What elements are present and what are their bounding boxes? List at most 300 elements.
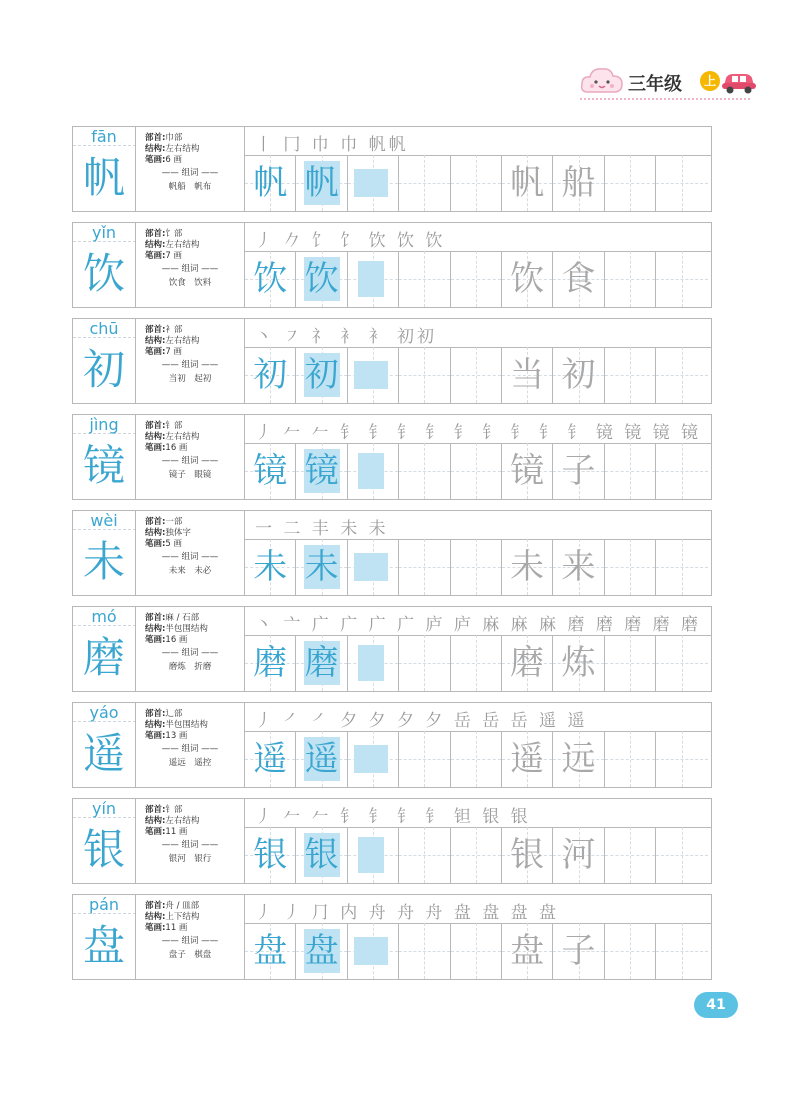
guide-line (605, 855, 655, 856)
model-char: 未 (253, 547, 288, 587)
writing-cell[interactable] (348, 443, 399, 499)
stroke-count: 16 画 (165, 635, 188, 645)
pinyin: yǐn (91, 223, 117, 242)
model-char: 初 (253, 355, 288, 395)
structure-label: 结构: (145, 720, 166, 730)
character-row (72, 414, 712, 500)
writing-cell[interactable] (245, 251, 296, 307)
strokes-label: 笔画: (145, 251, 166, 261)
radical-value: 钅部 (165, 421, 183, 431)
word-examples: 遥远 遥控 (168, 758, 212, 768)
pinyin: yáo (89, 703, 119, 722)
trace-char: 未 (304, 547, 339, 587)
stroke-order: 丶 ㇇ 礻 衤 衤 初初 (255, 327, 438, 347)
guide-line (399, 471, 449, 472)
writing-cell[interactable] (348, 539, 399, 595)
example-char: 磨 (510, 643, 545, 683)
radical-label: 部首: (145, 229, 166, 239)
page-header (580, 60, 750, 104)
grade-label: 三年级 (628, 74, 682, 95)
structure-label: 结构: (145, 624, 166, 634)
guide-line (605, 183, 655, 184)
writing-grid (245, 443, 711, 499)
writing-cell[interactable] (245, 827, 296, 883)
stroke-count: 7 画 (165, 251, 183, 261)
writing-cell[interactable] (451, 539, 502, 595)
example-char: 饮 (510, 259, 545, 299)
writing-cell[interactable] (399, 539, 450, 595)
structure-value: 半包围结构 (165, 720, 208, 730)
radical-value: 饣部 (165, 229, 183, 239)
writing-cell[interactable] (399, 731, 450, 787)
guide-line (656, 759, 707, 760)
writing-cell[interactable] (656, 635, 707, 691)
writing-cell[interactable] (502, 827, 553, 883)
stroke-order: 丿 𠂉 𠂉 钅 钅 钅 钅 钅 钅 钅 钅 钅 镜 镜 镜 镜 (255, 423, 702, 443)
guide-line (399, 663, 449, 664)
zuci-label: —— 组词 —— (161, 168, 219, 178)
stroke-count: 11 画 (165, 923, 188, 933)
writing-cell[interactable] (605, 347, 656, 403)
pinyin-box (73, 703, 136, 722)
writing-cell[interactable] (605, 443, 656, 499)
stroke-order-row (245, 511, 711, 540)
writing-cell[interactable] (502, 347, 553, 403)
guide-line (605, 279, 655, 280)
example-char: 来 (561, 547, 596, 587)
structure-value: 左右结构 (165, 816, 200, 826)
guide-line (451, 375, 501, 376)
stroke-order: 丿 𠂉 𠂉 钅 钅 钅 钅 钽 银 银 (255, 807, 531, 827)
guide-line (399, 567, 449, 568)
guide-line (399, 951, 449, 952)
practice-area (245, 127, 711, 211)
word-examples: 镜子 眼镜 (168, 470, 212, 480)
writing-cell[interactable] (245, 443, 296, 499)
strokes-label: 笔画: (145, 347, 166, 357)
writing-cell[interactable] (245, 731, 296, 787)
writing-cell[interactable] (245, 155, 296, 211)
strokes-label: 笔画: (145, 443, 166, 453)
guide-line (451, 183, 501, 184)
character-row (72, 606, 712, 692)
guide-line (656, 567, 707, 568)
writing-cell[interactable] (399, 347, 450, 403)
zuci-label: —— 组词 —— (161, 552, 219, 562)
writing-cell[interactable] (502, 443, 553, 499)
trace-char: 饮 (304, 259, 339, 299)
radical-label: 部首: (145, 325, 166, 335)
guide-line (656, 279, 707, 280)
writing-cell[interactable] (245, 347, 296, 403)
character-row (72, 222, 712, 308)
writing-grid (245, 539, 711, 595)
writing-cell[interactable] (656, 155, 707, 211)
guide-line (605, 471, 655, 472)
writing-cell[interactable] (296, 155, 347, 211)
trace-char: 镜 (304, 451, 339, 491)
guide-line (605, 567, 655, 568)
model-char: 帆 (253, 163, 288, 203)
example-char: 子 (561, 451, 596, 491)
writing-cell[interactable] (348, 347, 399, 403)
guide-line (656, 375, 707, 376)
structure-value: 独体字 (165, 528, 191, 538)
model-char: 遥 (253, 739, 288, 779)
big-character: 未 (82, 537, 125, 586)
char-info (135, 319, 245, 403)
writing-cell[interactable] (296, 635, 347, 691)
char-box (73, 625, 136, 691)
stroke-order-row (245, 799, 711, 828)
writing-grid (245, 155, 711, 211)
car-icon (720, 66, 758, 94)
structure-label: 结构: (145, 144, 166, 154)
char-box (73, 433, 136, 499)
guide-line (451, 951, 501, 952)
char-box (73, 241, 136, 307)
writing-cell[interactable] (553, 347, 604, 403)
guide-line (451, 855, 501, 856)
trace-char: 遥 (304, 739, 339, 779)
char-box (73, 913, 136, 979)
guide-line (399, 279, 449, 280)
writing-cell[interactable] (451, 635, 502, 691)
char-box (73, 721, 136, 787)
char-info (135, 799, 245, 883)
stroke-order-row (245, 895, 711, 924)
writing-cell[interactable] (296, 731, 347, 787)
writing-cell[interactable] (553, 827, 604, 883)
trace-char: 初 (304, 355, 339, 395)
writing-grid (245, 635, 711, 691)
word-examples: 磨炼 折磨 (168, 662, 212, 672)
stroke-count: 11 画 (165, 827, 188, 837)
zuci-label: —— 组词 —— (161, 360, 219, 370)
writing-cell[interactable] (348, 635, 399, 691)
zuci-label: —— 组词 —— (161, 648, 219, 658)
writing-cell[interactable] (399, 923, 450, 979)
stroke-order-row (245, 415, 711, 444)
pinyin: mó (91, 607, 117, 626)
writing-cell[interactable] (296, 923, 347, 979)
writing-cell[interactable] (451, 923, 502, 979)
writing-cell[interactable] (553, 539, 604, 595)
writing-cell[interactable] (553, 923, 604, 979)
writing-cell[interactable] (605, 251, 656, 307)
writing-cell[interactable] (656, 443, 707, 499)
pinyin-box (73, 895, 136, 914)
radical-label: 部首: (145, 421, 166, 431)
character-row (72, 318, 712, 404)
pinyin: chū (89, 319, 119, 338)
writing-cell[interactable] (553, 155, 604, 211)
writing-cell[interactable] (605, 539, 656, 595)
radical-label: 部首: (145, 613, 166, 623)
word-examples: 帆船 帆布 (168, 182, 212, 192)
guide-line (399, 375, 449, 376)
guide-line (451, 759, 501, 760)
stroke-count: 7 画 (165, 347, 183, 357)
writing-cell[interactable] (502, 155, 553, 211)
example-char: 炼 (561, 643, 596, 683)
writing-cell[interactable] (656, 731, 707, 787)
partial-trace (358, 837, 384, 873)
partial-trace (354, 169, 388, 197)
partial-trace (354, 553, 388, 581)
structure-label: 结构: (145, 528, 166, 538)
pinyin-box (73, 319, 136, 338)
zuci-label: —— 组词 —— (161, 456, 219, 466)
char-info (135, 415, 245, 499)
character-row (72, 702, 712, 788)
practice-area (245, 319, 711, 403)
char-info (135, 895, 245, 979)
pinyin: yín (91, 799, 117, 818)
structure-value: 左右结构 (165, 432, 200, 442)
character-row (72, 894, 712, 980)
radical-value: 钅部 (165, 805, 183, 815)
writing-cell[interactable] (502, 539, 553, 595)
writing-cell[interactable] (605, 827, 656, 883)
writing-cell[interactable] (451, 827, 502, 883)
writing-cell[interactable] (296, 539, 347, 595)
writing-cell[interactable] (348, 827, 399, 883)
model-char: 饮 (253, 259, 288, 299)
writing-cell[interactable] (399, 827, 450, 883)
guide-line (451, 279, 501, 280)
radical-label: 部首: (145, 901, 166, 911)
writing-cell[interactable] (502, 731, 553, 787)
writing-cell[interactable] (656, 539, 707, 595)
stroke-order: 丶 亠 广 广 广 广 庐 庐 麻 麻 麻 磨 磨 磨 磨 磨 (255, 615, 702, 635)
stroke-order: 一 二 丰 未 未 (255, 519, 389, 539)
writing-cell[interactable] (553, 251, 604, 307)
radical-label: 部首: (145, 133, 166, 143)
big-character: 遥 (82, 729, 125, 778)
writing-cell[interactable] (553, 635, 604, 691)
trace-char: 盘 (304, 931, 339, 971)
word-examples: 饮食 饮料 (168, 278, 212, 288)
stroke-order-row (245, 127, 711, 156)
character-row (72, 126, 712, 212)
writing-cell[interactable] (451, 731, 502, 787)
writing-cell[interactable] (399, 251, 450, 307)
radical-label: 部首: (145, 517, 166, 527)
stroke-count: 6 画 (165, 155, 183, 165)
big-character: 镜 (82, 441, 125, 490)
writing-cell[interactable] (502, 251, 553, 307)
trace-char: 银 (304, 835, 339, 875)
header-divider (580, 98, 750, 100)
example-char: 远 (561, 739, 596, 779)
structure-value: 上下结构 (165, 912, 200, 922)
partial-trace (354, 937, 388, 965)
model-char: 银 (253, 835, 288, 875)
writing-cell[interactable] (605, 155, 656, 211)
char-info (135, 511, 245, 595)
writing-cell[interactable] (553, 443, 604, 499)
radical-value: 麻 / 石部 (165, 613, 200, 623)
guide-line (656, 951, 707, 952)
writing-grid (245, 347, 711, 403)
radical-value: 衤部 (165, 325, 183, 335)
writing-cell[interactable] (656, 923, 707, 979)
guide-line (399, 183, 449, 184)
writing-cell[interactable] (605, 731, 656, 787)
writing-grid (245, 731, 711, 787)
zuci-label: —— 组词 —— (161, 936, 219, 946)
stroke-count: 16 画 (165, 443, 188, 453)
pinyin: fān (91, 127, 117, 146)
char-box (73, 817, 136, 883)
writing-cell[interactable] (296, 827, 347, 883)
guide-line (605, 951, 655, 952)
radical-value: 舟 / 皿部 (165, 901, 200, 911)
stroke-count: 13 画 (165, 731, 188, 741)
big-character: 银 (82, 825, 125, 874)
guide-line (451, 471, 501, 472)
radical-value: 巾部 (165, 133, 183, 143)
structure-value: 左右结构 (165, 144, 200, 154)
example-char: 食 (561, 259, 596, 299)
big-character: 盘 (82, 921, 125, 970)
character-rows (72, 126, 712, 990)
writing-grid (245, 251, 711, 307)
example-char: 银 (510, 835, 545, 875)
writing-cell[interactable] (656, 347, 707, 403)
zuci-label: —— 组词 —— (161, 264, 219, 274)
example-char: 子 (561, 931, 596, 971)
writing-cell[interactable] (451, 155, 502, 211)
example-char: 盘 (510, 931, 545, 971)
trace-char: 帆 (304, 163, 339, 203)
model-char: 镜 (253, 451, 288, 491)
writing-cell[interactable] (451, 251, 502, 307)
stroke-order-row (245, 319, 711, 348)
writing-grid (245, 923, 711, 979)
radical-label: 部首: (145, 709, 166, 719)
partial-trace (354, 361, 388, 389)
strokes-label: 笔画: (145, 155, 166, 165)
pinyin-box (73, 127, 136, 146)
writing-cell[interactable] (296, 251, 347, 307)
word-examples: 未来 未必 (168, 566, 212, 576)
structure-label: 结构: (145, 336, 166, 346)
example-char: 河 (561, 835, 596, 875)
char-info (135, 127, 245, 211)
big-character: 饮 (82, 249, 125, 298)
structure-value: 半包围结构 (165, 624, 208, 634)
big-character: 帆 (82, 153, 125, 202)
writing-cell[interactable] (399, 635, 450, 691)
structure-label: 结构: (145, 432, 166, 442)
writing-cell[interactable] (502, 635, 553, 691)
stroke-order: 丿 𠂊 饣 饣 饮 饮 饮 (255, 231, 446, 251)
writing-cell[interactable] (245, 539, 296, 595)
pinyin-box (73, 415, 136, 434)
partial-trace (354, 745, 388, 773)
model-char: 磨 (253, 643, 288, 683)
writing-cell[interactable] (399, 155, 450, 211)
structure-label: 结构: (145, 816, 166, 826)
word-examples: 银河 银行 (168, 854, 212, 864)
writing-cell[interactable] (348, 251, 399, 307)
writing-cell[interactable] (656, 251, 707, 307)
big-character: 磨 (82, 633, 125, 682)
practice-area (245, 415, 711, 499)
guide-line (656, 471, 707, 472)
pinyin: pán (88, 895, 120, 914)
writing-cell[interactable] (245, 923, 296, 979)
radical-value: 一部 (165, 517, 183, 527)
pinyin: jìng (89, 415, 119, 434)
writing-cell[interactable] (348, 923, 399, 979)
guide-line (605, 375, 655, 376)
writing-cell[interactable] (296, 443, 347, 499)
char-info (135, 607, 245, 691)
big-character: 初 (82, 345, 125, 394)
structure-value: 左右结构 (165, 240, 200, 250)
page-number: 41 (694, 992, 738, 1018)
writing-cell[interactable] (399, 443, 450, 499)
practice-area (245, 703, 711, 787)
writing-cell[interactable] (605, 923, 656, 979)
writing-cell[interactable] (502, 923, 553, 979)
character-row (72, 798, 712, 884)
strokes-label: 笔画: (145, 635, 166, 645)
writing-cell[interactable] (553, 731, 604, 787)
stroke-order: 丨 冂 巾 巾 帆帆 (255, 135, 409, 155)
writing-cell[interactable] (451, 347, 502, 403)
pinyin-box (73, 799, 136, 818)
partial-trace (358, 645, 384, 681)
writing-cell[interactable] (348, 731, 399, 787)
zuci-label: —— 组词 —— (161, 744, 219, 754)
pinyin-box (73, 511, 136, 530)
radical-label: 部首: (145, 805, 166, 815)
strokes-label: 笔画: (145, 731, 166, 741)
strokes-label: 笔画: (145, 827, 166, 837)
writing-grid (245, 827, 711, 883)
zuci-label: —— 组词 —— (161, 840, 219, 850)
practice-area (245, 895, 711, 979)
word-examples: 盘子 棋盘 (168, 950, 212, 960)
stroke-order-row (245, 223, 711, 252)
writing-cell[interactable] (451, 443, 502, 499)
guide-line (605, 759, 655, 760)
char-box (73, 529, 136, 595)
structure-label: 结构: (145, 240, 166, 250)
stroke-order: 丿 丿 ⺆ 内 舟 舟 舟 盘 盘 盘 盘 (255, 903, 560, 923)
writing-cell[interactable] (245, 635, 296, 691)
practice-area (245, 607, 711, 691)
example-char: 初 (561, 355, 596, 395)
char-info (135, 703, 245, 787)
writing-cell[interactable] (348, 155, 399, 211)
stroke-order: 丿 ㇒ ㇒ 夕 夕 夕 夕 岳 岳 岳 遥 遥 (255, 711, 588, 731)
example-char: 遥 (510, 739, 545, 779)
writing-cell[interactable] (605, 635, 656, 691)
writing-cell[interactable] (296, 347, 347, 403)
guide-line (656, 663, 707, 664)
partial-trace (358, 261, 384, 297)
strokes-label: 笔画: (145, 539, 166, 549)
writing-cell[interactable] (656, 827, 707, 883)
practice-area (245, 223, 711, 307)
guide-line (399, 759, 449, 760)
structure-label: 结构: (145, 912, 166, 922)
